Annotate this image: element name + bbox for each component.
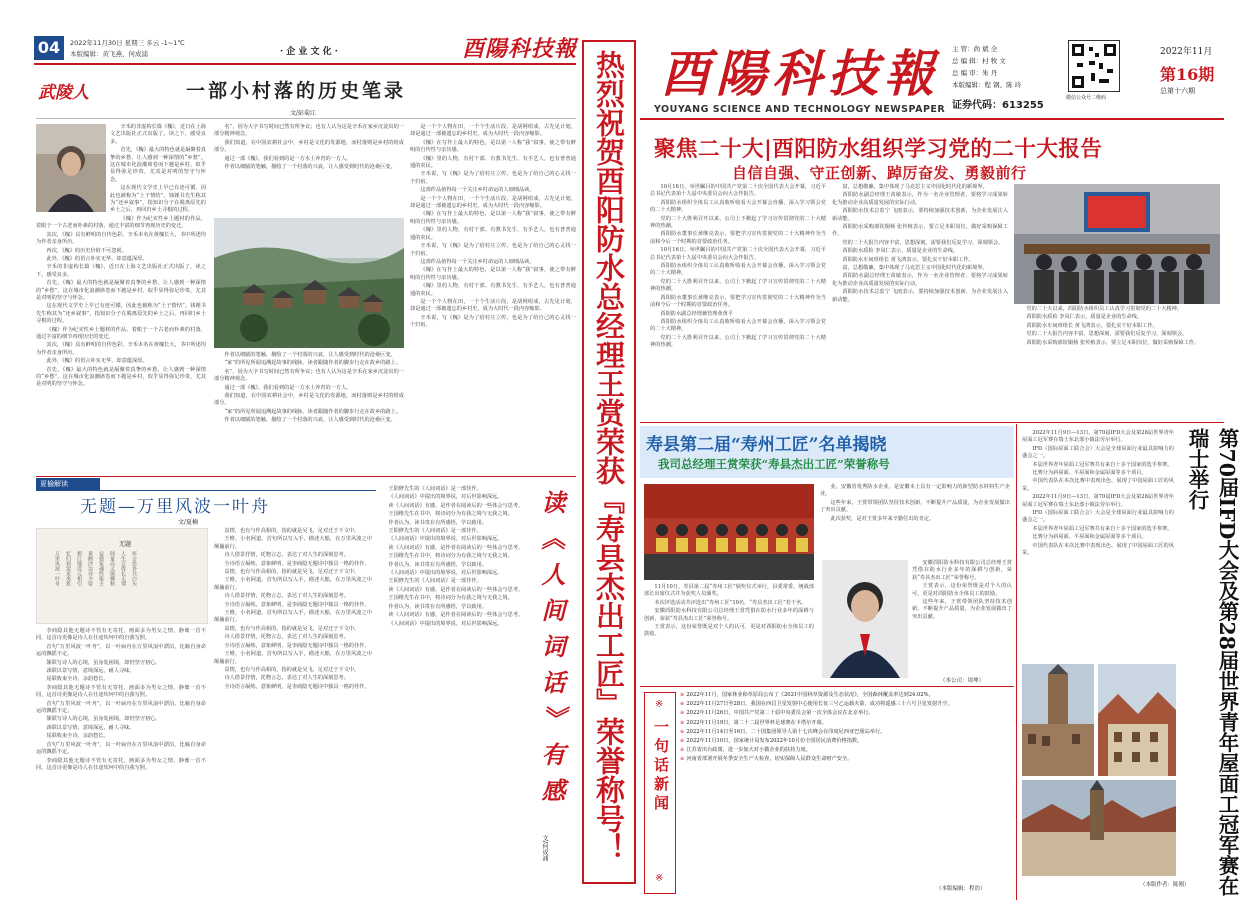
news-item: ※ 2022年11月27日至28日，我国在西昌卫星发射中心使用长征三号乙运载火箭，成功将遥感三十六号卫星发射升空。 [680,701,953,708]
article1-title: 一部小村落的历史笔录 [186,80,407,102]
award-subtitle: 我司总经理王赏荣获“寿县杰出工匠”荣誉称号 [658,457,890,471]
center-banner [582,40,636,884]
section-label: · 企 业 文 化 · [280,47,338,57]
town-image-1 [1022,664,1094,776]
award-header [640,426,1014,478]
news-item: ※ 河南省部署开展冬季安全生产大检查，切实保障人民群众生命财产安全。 [680,756,853,763]
award-group-image [644,484,814,580]
page-date: 2022年11月30日 星期三 多云 -1~1℃ [70,39,185,47]
news-brief-caption: （本版编辑：程浩） [936,886,986,892]
page-editor: 本版编辑：黄飞燕、何成浦 [70,50,148,58]
swiss-town-photo-3 [1022,780,1176,876]
award-col2-bottom: 安徽酉阳防水科技有限公司总经理王赏凭借在防水行业多年的深耕与创新，荣获“寿县杰出工匠”荣誉称号。 王赏表示，这份荣誉既是对个人的认可，更是对酉阳防水全体员工的鼓励。 这些年来，王赏带领团队坚持技术创新，不断提升产品质量，为企业发展做出了突出贡献。 [912,560,1012,620]
news-item: ※ 2022年11月14日至16日，二十国集团领导人第十七次峰会在印度尼西亚巴厘岛举行。 [680,728,886,735]
lead-col2: 富，总想敬廉，集中体现了马克思主义中国化时代化的新境界。 酉阳防水副总经理王苗敏表示，作为一名企业管理者，要将学习成果转化为推动企业高质量发展的实际行动。 酉阳防水技术总监宁 飞雨表示，要持续加强技术创新，为企业发展注入新动能。 酉阳防水采购部钦铜杨 张传植表示，要立足本职岗位，做好采购保障工作。 党的二十大报告内容丰富，思想深刻，需要我们反复学习，深刻领会。 酉阳防水质检 李凤仁表示，质量是企业的生命线。 酉阳防水车间班组长 黄飞鸿表示，要扎实干好本职工作。 富，总想敬廉，集中体现了马克思主义中国化时代化的新境界。 酉阳防水副总经理王苗敏表示，作为一名企业管理者，要将学习成果转化为推动企业高质量发展的实际行动。 酉阳防水技术总监宁 飞雨表示，要持续加强技术创新，为企业发展注入新动能。 [832,184,1008,303]
issue-number: 第16期 [1160,65,1215,84]
news-brief-list [680,692,1012,892]
news-brief-label: 一句话新闻 [652,719,670,814]
article2-col2: 益情，也有与作高相的，指的就是吴飞，足对迁于下文中。 王维，小名阿道。首句所以写入手，描述大船，在万里风波之中颠簸前行。 诗人借景抒情，托物言志，表达了对人生的深刻思考。 全诗语言凝练，意象鲜明，是李商隐无题诗中独具一格的佳作。 益情，也有与作高相的，指的就是吴飞，足对迁于下文中。 王维，小名阿道。首句所以写入手，描述大船，在万里风波之中颠簸前行。 诗人借景抒情，托物言志，表达了对人生的深刻思考。 全诗语言凝练，意象鲜明，是李商隐无题诗中独具一格的佳作。 王维，小名阿道。首句所以写入手，描述大船，在万里风波之中颠簸前行。 益情，也有与作高相的，指的就是吴飞，足对迁于下文中。 诗人借景抒情，托物言志，表达了对人生的深刻思考。 全诗语言凝练，意象鲜明，是李商隐无题诗中独具一格的佳作。 王维，小名阿道。首句所以写入手，描述大船，在万里风波之中颠簸前行。 益情，也有与作高相的，指的就是吴飞，足对迁于下文中。 诗人借景抒情，托物言志，表达了对人生的深刻思考。 全诗语言凝练，意象鲜明，是李商隐无题诗中独具一格的佳作。 [214,528,372,690]
town-image-2 [1098,664,1176,776]
award-title: 寿县第二届“寿州工匠”名单揭晓 [646,435,887,455]
award-ceremony-photo [644,484,814,580]
village-landscape-image [214,218,404,348]
winner-photo [822,560,908,678]
meeting-photo [1014,184,1220,304]
ifd-caption: （本版作者：陈刚） [1140,882,1190,888]
sponsor-line: 主 管：尚 斌 全 [952,45,998,53]
town-image-3 [1022,780,1176,876]
article2-title: 无题—万里风波一叶舟 [80,497,270,517]
inner-vertical-title: 读《人间词话》有感 [537,490,566,814]
info-line-2: 总 编 审：朱 丹 [952,69,998,77]
inner-vertical-byline: 文/何成浦 [541,835,548,862]
issue-date: 2022年11月 [1160,47,1213,57]
meeting-photo-caption: 党的二十大以来，酉阳防水组织员工认真学习贯彻党的二十大精神。 酉阳防水质检 李凤仁表示，质量是企业的生命线。 酉阳防水车间班组长 黄飞鸿表示，要扎实干好本职工作。 党的二十大报告内容丰富，思想深刻，需要我们反复学习，深刻领会。 酉阳防水采购部钦铜杨 张传植表示，要立足本职岗位，做好采购保障工作。 [1026,306,1200,346]
info-line-1: 总 编 辑：村 牧 文 [952,57,1006,65]
article1-col2: 名”，因为大字书写时间已然有所争议；也有人认为这是辛禾在家乡沉淀出的一部分精神观念。 我们知道，在中国农耕社会中，乡村是文化的发源地，而村落则是乡村的组成部分。 通过一部《槐》，我们看到的是一方水土养育的一方人。 作者以细腻的笔触，描绘了一个村落的兴衰，让人感受到时代的沧桑巨变。 [214,124,404,171]
news-item: ※ 2022年11月26日，中国共产党第二十届中央委员会第一次全体会议在北京举行。 [680,710,874,717]
masthead-en: YOUYANG SCIENCE AND TECHNOLOGY NEWSPAPER [654,104,946,115]
banner-text: 热烈祝贺酉阳防水总经理王赏荣获『寿县杰出工匠』荣誉称号！ [592,50,626,862]
article2-byline: 文/夏楠 [178,519,199,526]
article1-col1: 辛禾的非虚构长篇《槐》，近日在上海文艺出版社正式出版了。读之下，感受良多。 首先，《槐》最大的特色就是凝聚着真挚的乡愁，让人感到一种深情的“乡愁”。这在城市化浪潮席卷而下越是乡村，似乎显得弥足珍贵，尤其是对明的坚守与怀念。 这在现代文学史上早已有迹可循，因此也被称为“土子情结”。钱锺书先生称其为“还乡叙事”，指知识分子在脱离原先的乡土之后，再回归乡土寻根的过程。 《槐》作为纪实性乡土题材的作品，着眼于一个古老而朴素的村落，通过丰富的细节再现历史的变迁。 其次，《槐》具有鲜明的自传色彩。辛禾本名在黄槐长大，书中所述均为作者亲身所历。 再次，《槐》的历史价值不可忽视。 此外，《槐》的语言朴实无华，却意蕴深厚。 辛禾的非虚构长篇《槐》，近日在上海文艺出版社正式出版了。读之下，感受良多。 首先，《槐》最大的特色就是凝聚着真挚的乡愁，让人感到一种深情的“乡愁”。这在城市化浪潮席卷而下越是乡村，似乎显得弥足珍贵，尤其是对明的坚守与怀念。 这在现代文学史上早已有迹可循，因此也被称为“土子情结”。钱锺书先生称其为“还乡叙事”，指知识分子在脱离原先的乡土之后，再回归乡土寻根的过程。 《槐》作为纪实性乡土题材的作品，着眼于一个古老而朴素的村落，通过丰富的细节再现历史的变迁。 其次，《槐》具有鲜明的自传色彩。辛禾本名在黄槐长大，书中所述均为作者亲身所历。 此外，《槐》的语言朴实无华，却意蕴深厚。 首先，《槐》最大的特色就是凝聚着真挚的乡愁，让人感到一种深情的“乡愁”。这在城市化浪潮席卷而下越是乡村，似乎显得弥足珍贵，尤其是对明的坚守与怀念。 [36,124,206,388]
ifd-text: 2022年11月9日—13日，第70届IFD大会及第28届世界青年屋面工冠军赛在瑞士东北部小镇法劳尔举行。 IFD（国际屋面工联合会）大会是全球屋面行业最具影响力的盛会之一。 本届世界青年屋面工冠军赛共有来自十多个国家的选手参赛。 比赛分为斜屋面、平屋面和金属屋面等多个项目。 中国代表队在本次比赛中表现出色，展现了中国屋面工匠的风采。 2022年11月9日—13日，第70届IFD大会及第28届世界青年屋面工冠军赛在瑞士东北部小镇法劳尔举行。 IFD（国际屋面工联合会）大会是全球屋面行业最具影响力的盛会之一。 本届世界青年屋面工冠军赛共有来自十多个国家的选手参赛。 比赛分为斜屋面、平屋面和金属屋面等多个项目。 中国代表队在本次比赛中表现出色，展现了中国屋面工匠的风采。 [1022,430,1174,557]
news-item: ※ 江苏省出台政策，进一步加大对小微企业的扶持力度。 [680,747,811,754]
news-item: ※ 2022年11月10日，国家统计局发布2022年10月份全国居民消费价格指数。 [680,738,863,745]
article1-col2-bottom: 作者以细腻的笔触，描绘了一个村落的兴衰，让人感受到时代的沧桑巨变。 “家”的所见所闻追溯起故事的线脉，读者跟随作者的脚步行走在故乡的路上。 名”，因为大字书写时间已然有所争议；也有人认为这是辛禾在家乡沉淀出的一部分精神观念。 通过一部《槐》，我们看到的是一方水土养育的一方人。 我们知道，在中国农耕社会中，乡村是文化的发源地，而村落则是乡村的组成部分。 “家”的所见所闻追溯起故事的线脉，读者跟随作者的脚步行走在故乡的路上。 作者以细腻的笔触，描绘了一个村落的兴衰，让人感受到时代的沧桑巨变。 [214,352,404,424]
main-headline: 聚焦二十大|酉阳防水组织学习党的二十大报告 [654,137,1103,162]
award-col1: 11月10日，寿县第二届“寿州工匠”颁奖仪式举行，县委常委、统战部部长出席仪式并为获奖人员颁奖。 本次评选活动共评选出“寿州工匠”10名，“寿县杰出工匠”若干名。 安徽酉阳防水科技有限公司总经理王赏凭借在防水行业多年的深耕与创新，荣获“寿县杰出工匠”荣誉称号。 王赏表示，这份荣誉既是对个人的认可，更是对酉阳防水全体员工的鼓励。 [644,584,814,638]
article1-byline: 文/彭菊江 [290,110,317,117]
news-item: ※ 2022年11月，国家林业和草原局公布了《2021中国林草资源及生态状况》，全国森林覆盖率达到24.02%。 [680,692,934,698]
meeting-room-image [1014,184,1220,304]
news-bullet-icon-bottom: ※ [655,873,664,884]
winner-portrait-image [822,560,908,678]
award-col2: 业，安徽省优秀防水企业，是安徽本土具有一定影响力的新型防水材料生产企业。 这些年来，王赏带领团队坚持技术创新，不断提升产品质量，为企业发展做出了突出贡献。 此次获奖，是对王赏多年来辛勤付出的肯定。 [820,484,1010,522]
swiss-town-photo-2 [1098,664,1176,776]
qr-code-icon [1068,40,1120,92]
right-masthead: 酉陽科技報 [660,44,940,103]
column-logo: 武陵人 [38,83,89,103]
article1-col3: 是一个个人物在田，一个个生活片段，是胡网组成，古先见计划，却是通过一部被遗忘的乡村史，成为大时代一段内容缩影。 《槐》在写作上最大的特色，是以第一人称“我”叙事，使之带有鲜明的自传性与亲历感。 《槐》里的人物，有村干部、有教书先生、有手艺人，也有普普通通的农民。 辛禾说，写《槐》是为了给村庄立传，也是为了给自己的心灵找一个归宿。 这部作品值得每一个关注乡村命运的人细细品读。 是一个个人物在田，一个个生活片段，是胡网组成，古先见计划，却是通过一部被遗忘的乡村史，成为大时代一段内容缩影。 《槐》在写作上最大的特色，是以第一人称“我”叙事，使之带有鲜明的自传性与亲历感。 《槐》里的人物，有村干部、有教书先生、有手艺人，也有普普通通的农民。 辛禾说，写《槐》是为了给村庄立传，也是为了给自己的心灵找一个归宿。 这部作品值得每一个关注乡村命运的人细细品读。 《槐》在写作上最大的特色，是以第一人称“我”叙事，使之带有鲜明的自传性与亲历感。 《槐》里的人物，有村干部、有教书先生、有手艺人，也有普普通通的农民。 是一个个人物在田，一个个生活片段，是胡网组成，古先见计划，却是通过一部被遗忘的乡村史，成为大时代一段内容缩影。 辛禾说，写《槐》是为了给村庄立传，也是为了给自己的心灵找一个归宿。 [410,124,576,329]
issue-total: 总第十六期 [1160,87,1195,95]
stock-code: 证券代码：613255 [952,100,1044,111]
info-line-3: 本版编辑：程 钢、陈 玲 [952,81,1022,89]
news-item: ※ 2022年11月19日，第二十二届世界杯足球赛在卡塔尔开幕。 [680,719,827,726]
village-photo [214,218,404,348]
page-number: 04 [34,36,64,60]
article2-col1: 李商隐其他无题诗不管有无寄托，画面多为男女之情，静谧一首不同，这首诗更像是诗人在仕途坎坷中的自我写照。 首句“万里风波一叶舟”，以一叶扁舟在万里风浪中漂泊，比喻自身命运的飘摇不定。 颔联写诗人的心境，虽身处困境，却仍坚守初心。 颈联以景写情，意境深远，耐人寻味。 尾联收束全诗，余韵悠长。 李商隐其他无题诗不管有无寄托，画面多为男女之情，静谧一首不同，这首诗更像是诗人在仕途坎坷中的自我写照。 首句“万里风波一叶舟”，以一叶扁舟在万里风浪中漂泊，比喻自身命运的飘摇不定。 颔联写诗人的心境，虽身处困境，却仍坚守初心。 颈联以景写情，意境深远，耐人寻味。 尾联收束全诗，余韵悠长。 首句“万里风波一叶舟”，以一叶扁舟在万里风浪中漂泊，比喻自身命运的飘摇不定。 李商隐其他无题诗不管有无寄托，画面多为男女之情，静谧一首不同，这首诗更像是诗人在仕途坎坷中的自我写照。 [36,628,206,771]
poem-title: 无题 [119,541,132,548]
main-subheadline: 自信自强、守正创新、踔厉奋发、勇毅前行 [732,164,1027,182]
left-masthead: 酉陽科技報 [462,36,578,62]
swiss-town-photo-1 [1022,664,1094,776]
award-caption: （本公司：周坤） [940,678,985,684]
lead-col1: 10月16日，举世瞩目的中国共产党第二十次全国代表大会开幕，习近平总书记代表第十九届中央委员会向大会作报告。 酉阳防水组织全体员工认真收听收看大会开幕会直播，深入学习领会党的二十大精神。 党的二十大胜利召开以来，公司上下掀起了学习宣传贯彻党的二十大精神的热潮。 酉阳防水董事长黄继亮表示，要把学习宣传贯彻党的二十大精神作为当前和今后一个时期的首要政治任务。 10月16日，举世瞩目的中国共产党第二十次全国代表大会开幕，习近平总书记代表第十九届中央委员会向大会作报告。 酉阳防水组织全体员工认真收听收看大会开幕会直播，深入学习领会党的二十大精神。 党的二十大胜利召开以来，公司上下掀起了学习宣传贯彻党的二十大精神的热潮。 酉阳防水董事长黄继亮表示，要把学习宣传贯彻党的二十大精神作为当前和今后一个时期的首要政治任务。 酉阳防水副总经理兼管理黄黄平 酉阳防水组织全体员工认真收听收看大会开幕会直播，深入学习领会党的二十大精神。 党的二十大胜利召开以来，公司上下掀起了学习宣传贯彻党的二十大精神的热潮。 [650,184,826,349]
ifd-vertical-title: 第70届IFD大会及第28届世界青年屋面工冠军赛在瑞士举行 [1185,428,1239,896]
poem-lines: 怀古思乡共白头 人生岂得长无谓 阿童高义镇横秋 益德冤魂终报主 黄鹤沙边亦少留 碧江地没元相引 忆归初罢更夷犹 万里风波一叶舟 [54,551,137,586]
qr-caption: 微信公众号二维码 [1066,95,1107,101]
news-brief-label-box [644,692,676,894]
poem-box [36,528,208,624]
right-page [640,0,1239,909]
news-bullet-icon: ※ [655,699,664,710]
left-page [0,0,578,909]
article2-col3: 王阳修先生的《人间词话》是一部佳作。 《人间词话》中提出的境界说，对后世影响深远。 读《人间词话》有感，是作者在阅读后的一些体会与思考。 王国维先生在书中，将诗词分为有我之境与无我之境。 作者认为，读书贵在有所感悟，学以致用。 王阳修先生的《人间词话》是一部佳作。 《人间词话》中提出的境界说，对后世影响深远。 读《人间词话》有感，是作者在阅读后的一些体会与思考。 王国维先生在书中，将诗词分为有我之境与无我之境。 作者认为，读书贵在有所感悟，学以致用。 《人间词话》中提出的境界说，对后世影响深远。 王阳修先生的《人间词话》是一部佳作。 读《人间词话》有感，是作者在阅读后的一些体会与思考。 王国维先生在书中，将诗词分为有我之境与无我之境。 作者认为，读书贵在有所感悟，学以致用。 读《人间词话》有感，是作者在阅读后的一些体会与思考。 《人间词话》中提出的境界说，对后世影响深远。 [388,486,524,627]
essay-tag: 夏榆解读 [36,478,100,490]
